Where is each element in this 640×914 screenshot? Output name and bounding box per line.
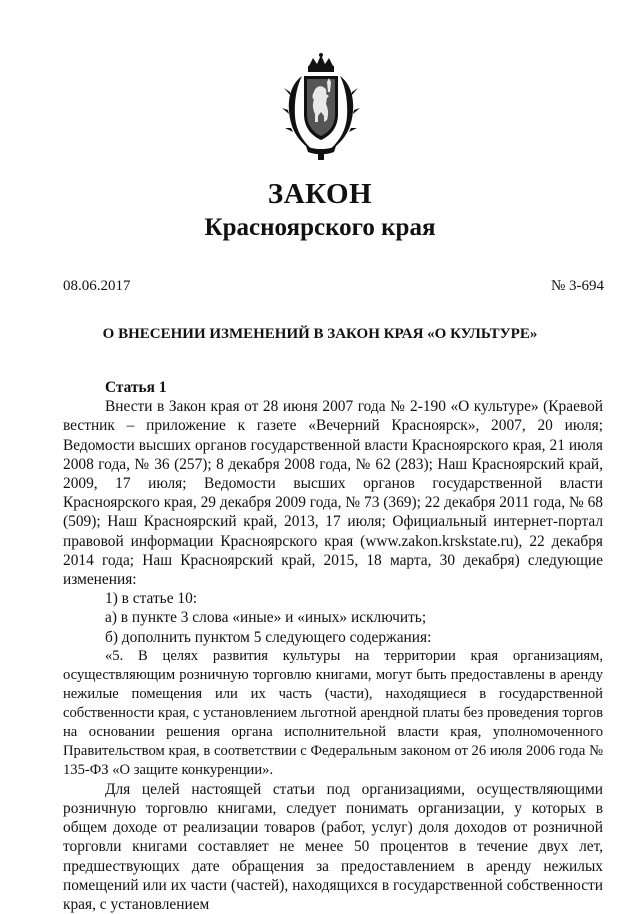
law-number: № 3-694 bbox=[550, 278, 604, 294]
law-date: 08.06.2017 bbox=[63, 278, 131, 294]
article-intro: Внести в Закон края от 28 июня 2007 года № 2-190 «О культуре» (Краевой вестник – приложение к газете «Вечерний Красноярск», 2007, 20 июля; Ведомости высших органов государственной власти Красноярского края, 21 июля 2008 года, № 36 (257); 8 декабря 2008 года, № 62 (283); Наш Красноярский край, 2009, 17 июля; Ведомости высших органов государственной власти Красноярского края, 29 декабря 2009 года, № 73 (369); 22 декабря 2011 года, № 68 (509); Наш Красноярский край, 2013, 17 июля; Официальный интернет-портал правовой информации Красноярского края (www.zakon.krskstate.ru), 22 декабря 2014 года; Наш Красноярский край, 2015, 18 марта, 30 декабря) следующие изменения: bbox=[63, 398, 603, 589]
law-heading: О ВНЕСЕНИИ ИЗМЕНЕНИЙ В ЗАКОН КРАЯ «О КУЛЬТУРЕ» bbox=[102, 326, 538, 342]
item-a: а) в пункте 3 слова «иные» и «иных» исключить; bbox=[105, 609, 427, 627]
law-body bbox=[63, 378, 603, 914]
quoted-point-5-text: «5. В целях развития культуры на территории края организациям, осуществляющим розничную торговлю книгами, могут быть предоставлены в аренду нежилые помещения или их часть (части), находящиеся в государственной собственности края, с установлением льготной арендной платы без проведения торгов на основании решения органа исполнительной власти края, уполномоченного Правительством края, в соответствии с Федеральным законом от 26 июля 2006 года № 135-ФЗ «О защите конкуренции». bbox=[63, 647, 603, 778]
definition-paragraph: Для целей настоящей статьи под организациями, осуществляющими розничную торговлю книгами, следует понимать организации, у которых в общем доходе от реализации товаров (работ, услуг) доля доходов от розничной торговли книгами составляет не менее 50 процентов в течение двух лет, предшествующих дате обращения за предоставлением в аренду нежилых помещений или их части (частей), находящихся в государственной собственности края, с установлением bbox=[63, 780, 603, 914]
document-title: ЗАКОН bbox=[267, 178, 373, 210]
quoted-point-5 bbox=[63, 647, 603, 780]
krasnoyarsk-coat-of-arms-icon bbox=[282, 52, 360, 160]
document-subtitle: Красноярского края bbox=[204, 214, 436, 241]
item-b: б) дополнить пунктом 5 следующего содержания: bbox=[105, 628, 432, 646]
item-1: 1) в статье 10: bbox=[105, 590, 198, 608]
article-title: Статья 1 bbox=[105, 379, 167, 396]
